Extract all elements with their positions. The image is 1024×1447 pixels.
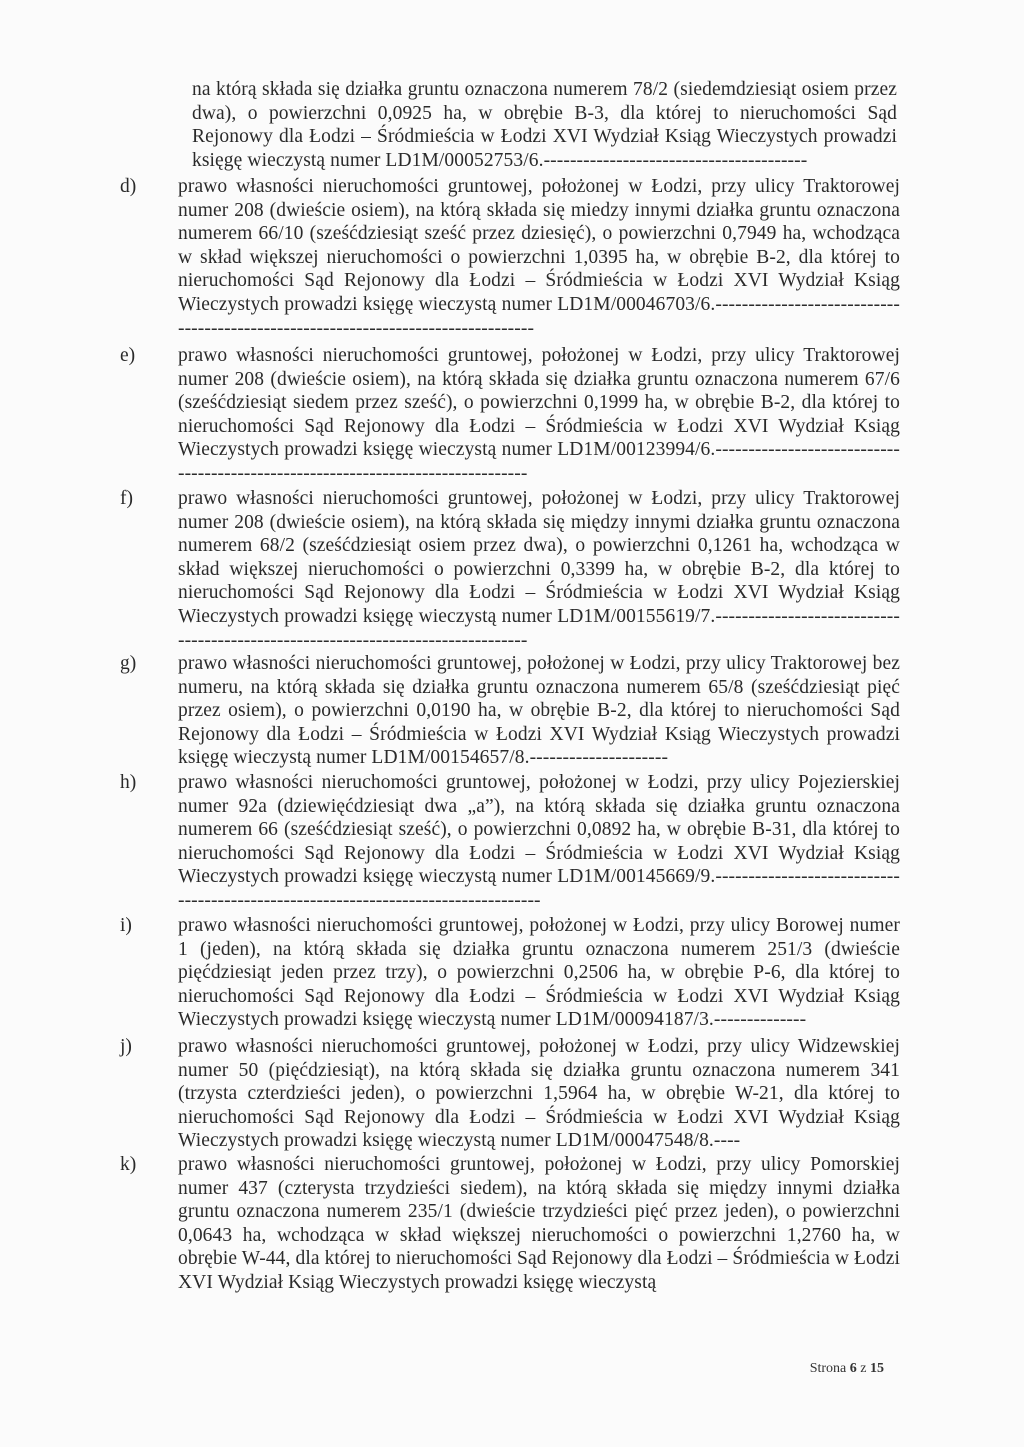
item-marker: f) <box>120 488 133 509</box>
item-body: prawo własności nieruchomości gruntowej, położonej w Łodzi, przy ulicy Traktorowej numer 208 (dwieście osiem), na którą składa się między innymi działka gruntu oznaczona numerem 68/2 (sześćdziesiąt osiem przez dwa), o powierzchni 0,1261 ha, wchodząca w skład większej nieruchomości o powierzchni 0,3399 ha, w obrębie B-2, dla której to nieruchomości Sąd Rejonowy dla Łodzi – Śródmieścia w Łodzi XVI Wydział Ksiąg Wieczystych prowadzi księgę wieczystą numer LD1M/00155619/7. <box>178 488 900 627</box>
current-page: 6 <box>849 1361 857 1376</box>
item-dashes: --------------------------------------------------------------------------------- <box>178 439 900 484</box>
item-text <box>178 914 900 1032</box>
list-item-i <box>120 914 900 1032</box>
item-marker: e) <box>120 345 136 366</box>
item-body: prawo własności nieruchomości gruntowej, położonej w Łodzi, przy ulicy Pomorskiej numer 437 (czterysta trzydzieści siedem), na którą składa się między innymi działka gruntu oznaczona numerem 235/1 (dwieście trzydzieści pięć przez jeden), o powierzchni 0,0643 ha, wchodząca w skład większej nieruchomości o powierzchni 1,2760 ha, w obrębie W-44, dla której to nieruchomości Sąd Rejonowy dla Łodzi – Śródmieścia w Łodzi XVI Wydział Ksiąg Wieczystych prowadzi księgę wieczystą <box>178 1154 900 1293</box>
item-text <box>178 1153 900 1295</box>
item-text <box>178 1035 900 1153</box>
intro-dashes: ---------------------------------------- <box>543 149 808 171</box>
item-marker: d) <box>120 176 137 197</box>
item-text <box>178 771 900 913</box>
item-marker: i) <box>120 915 132 936</box>
item-dashes: --------------------------------------------------------------------------------- <box>178 605 900 651</box>
item-marker: g) <box>120 653 137 674</box>
item-marker: j) <box>120 1036 132 1057</box>
item-dashes: -------------- <box>713 1009 807 1031</box>
item-dashes: ---------------------------------------------------------------------------------- <box>178 293 900 339</box>
list-item-f <box>120 487 900 652</box>
item-dashes: --------------------- <box>529 747 669 769</box>
page-number <box>810 1361 884 1377</box>
list-item-d <box>120 175 900 340</box>
item-body: prawo własności nieruchomości gruntowej, położonej w Łodzi, przy ulicy Widzewskiej numer 50 (pięćdziesiąt), na którą składa się działka gruntu oznaczona numerem 341 (trzysta czterdzieści jeden), o powierzchni 1,5964 ha, w obrębie W-21, dla której to nieruchomości Sąd Rejonowy dla Łodzi – Śródmieścia w Łodzi XVI Wydział Ksiąg Wieczystych prowadzi księgę wieczystą numer LD1M/00047548/8. <box>178 1036 900 1152</box>
intro-paragraph <box>192 78 897 172</box>
list-item-j <box>120 1035 900 1153</box>
page-of: z <box>860 1361 867 1376</box>
item-text <box>178 344 900 486</box>
item-dashes: ---- <box>713 1130 741 1152</box>
item-body: prawo własności nieruchomości gruntowej, położonej w Łodzi, przy ulicy Borowej numer 1 (jeden), na którą składa się działka gruntu oznaczona numerem 251/3 (dwieście pięćdziesiąt jeden przez trzy), o powierzchni 0,2506 ha, w obrębie P-6, dla której to nieruchomości Sąd Rejonowy dla Łodzi – Śródmieścia w Łodzi XVI Wydział Ksiąg Wieczystych prowadzi księgę wieczystą numer LD1M/00094187/3. <box>178 915 900 1031</box>
item-body: prawo własności nieruchomości gruntowej, położonej w Łodzi, przy ulicy Traktorowej numer 208 (dwieście osiem), na którą składa się miedzy innymi działka gruntu oznaczona numerem 66/10 (sześćdziesiąt sześć przez dziesięć), o powierzchni 0,7949 ha, wchodząca w skład większej nieruchomości o powierzchni 1,0395 ha, w obrębie B-2, dla której to nieruchomości Sąd Rejonowy dla Łodzi – Śródmieścia w Łodzi XVI Wydział Ksiąg Wieczystych prowadzi księgę wieczystą numer LD1M/00046703/6. <box>178 176 900 315</box>
item-body: prawo własności nieruchomości gruntowej, położonej w Łodzi, przy ulicy Pojezierskiej numer 92a (dziewięćdziesiąt dwa „a”), na którą składa się działka gruntu oznaczona numerem 66 (sześćdziesiąt sześć), o powierzchni 0,0892 ha, w obrębie B-31, dla której to nieruchomości Sąd Rejonowy dla Łodzi – Śródmieścia w Łodzi XVI Wydział Ksiąg Wieczystych prowadzi księgę wieczystą numer LD1M/00145669/9. <box>178 772 900 888</box>
intro-text: na którą składa się działka gruntu oznaczona numerem 78/2 (siedemdziesiąt osiem przez dwa), o powierzchni 0,0925 ha, w obrębie B-3, dla której to nieruchomości Sąd Rejonowy dla Łodzi – Śródmieścia w Łodzi XVI Wydział Ksiąg Wieczystych prowadzi księgę wieczystą numer LD1M/00052753/6. <box>192 79 897 171</box>
list-item-k <box>120 1153 900 1295</box>
list-item-e <box>120 344 900 486</box>
item-marker: k) <box>120 1154 137 1175</box>
item-text <box>178 487 900 652</box>
item-text <box>178 175 900 340</box>
item-marker: h) <box>120 772 137 793</box>
total-pages: 15 <box>870 1361 884 1376</box>
item-text <box>178 652 900 770</box>
item-body: prawo własności nieruchomości gruntowej, położonej w Łodzi, przy ulicy Traktorowej numer 208 (dwieście osiem), na którą składa się działka gruntu oznaczona numerem 67/6 (sześćdziesiąt siedem przez sześć), o powierzchni 0,1999 ha, w obrębie B-2, dla której to nieruchomości Sąd Rejonowy dla Łodzi – Śródmieścia w Łodzi XVI Wydział Ksiąg Wieczystych prowadzi księgę wieczystą numer LD1M/00123994/6. <box>178 345 900 461</box>
list-item-h <box>120 771 900 913</box>
page-label: Strona <box>809 1361 847 1376</box>
item-body: prawo własności nieruchomości gruntowej, położonej w Łodzi, przy ulicy Traktorowej bez numeru, na którą składa się działka gruntu oznaczona numerem 65/8 (sześćdziesiąt pięć przez osiem), o powierzchni 0,0190 ha, w obrębie B-2, dla której to nieruchomości Sąd Rejonowy dla Łodzi – Śródmieścia w Łodzi XVI Wydział Ksiąg Wieczystych prowadzi księgę wieczystą numer LD1M/00154657/8. <box>178 653 900 769</box>
item-dashes: ----------------------------------------------------------------------------------- <box>178 866 900 911</box>
list-item-g <box>120 652 900 770</box>
